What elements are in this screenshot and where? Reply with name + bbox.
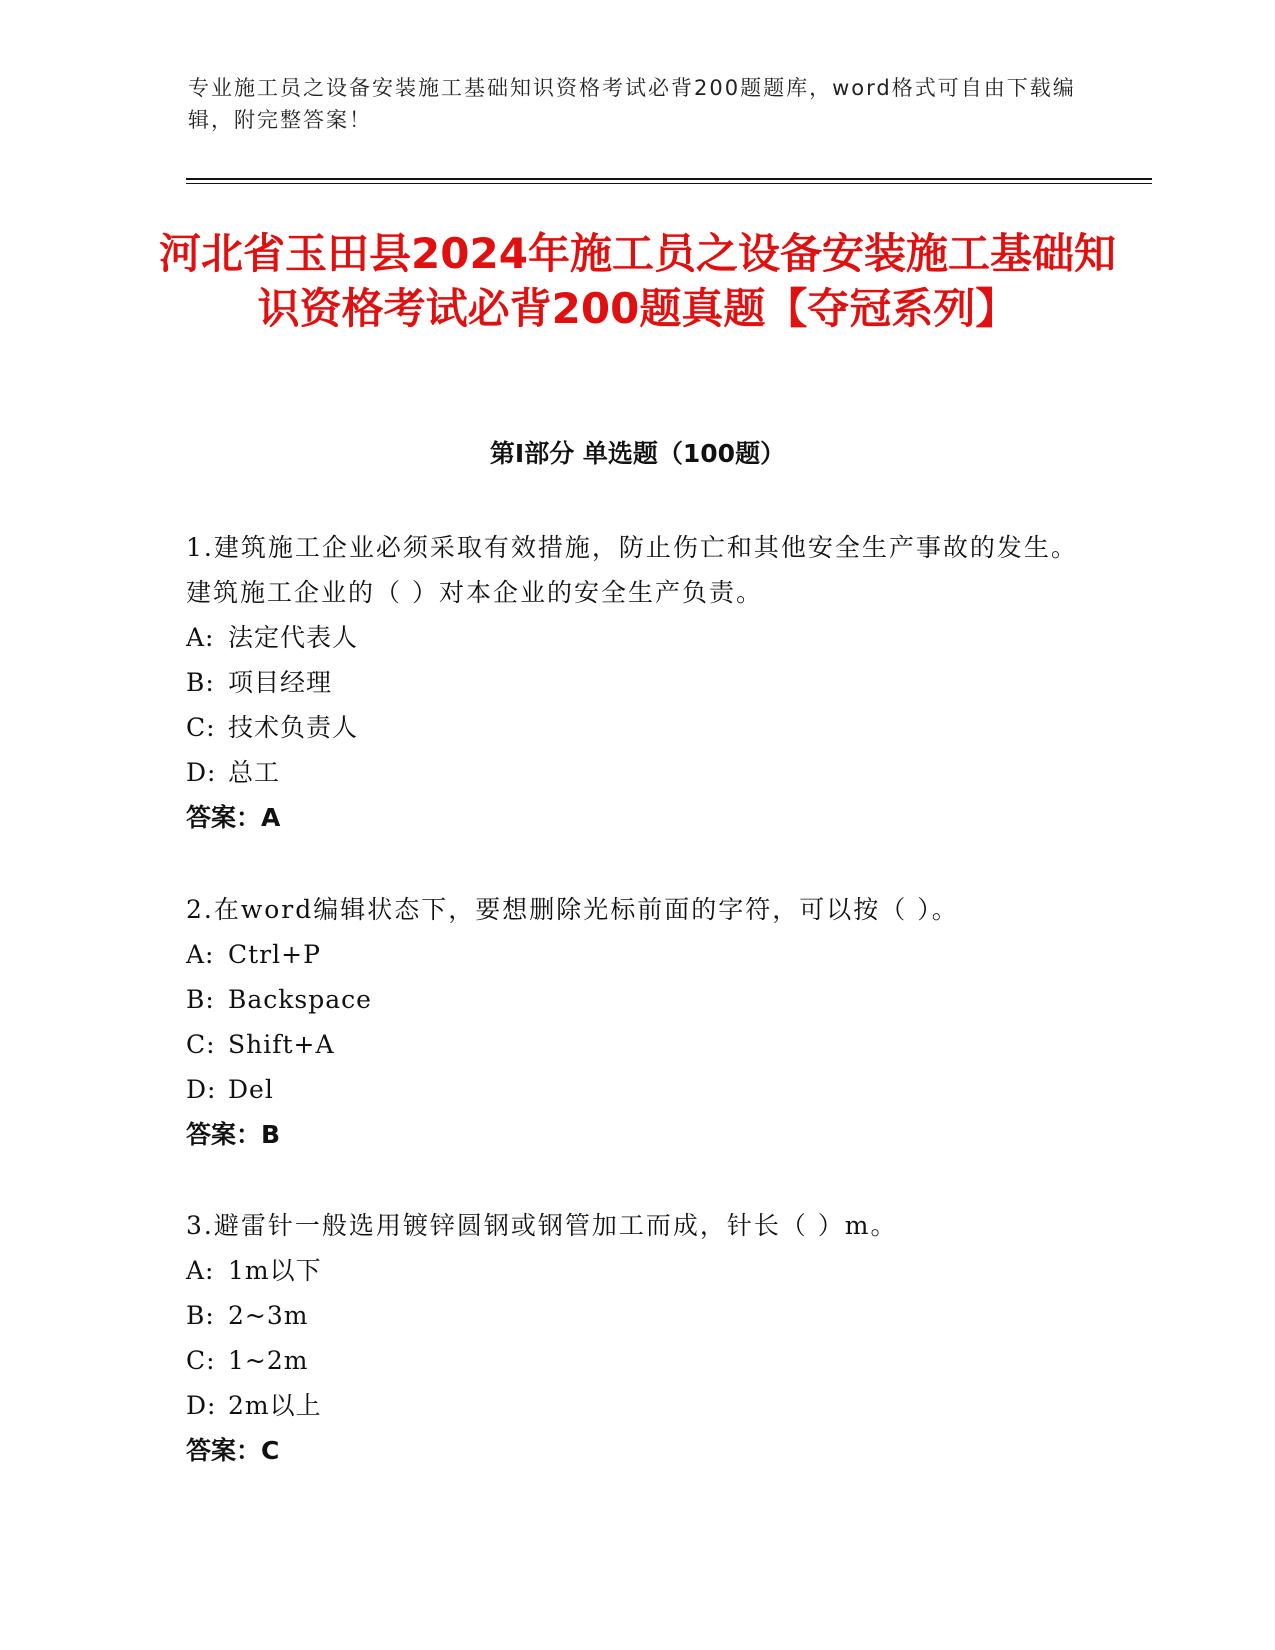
question-option-d [186,1067,1086,1112]
question-option-d [186,1383,1086,1428]
option-key: C: [186,1346,216,1375]
question-option-a [186,1248,1086,1293]
question-stem: 2.在word编辑状态下，要想删除光标前面的字符，可以按（ ）。 [186,895,959,924]
option-key: A: [186,623,215,652]
option-key: C: [186,713,216,742]
question-3 [186,1203,1086,1473]
option-text: Backspace [228,985,372,1014]
option-key: D: [186,1075,217,1104]
question-option-d [186,750,1086,795]
question-option-a [186,932,1086,977]
option-text: 2~3m [228,1301,309,1330]
option-key: B: [186,668,215,697]
option-key: A: [186,1256,215,1285]
question-stem: 3.避雷针一般选用镀锌圆钢或钢管加工而成，针长（ ）m。 [186,1211,898,1240]
question-option-b [186,977,1086,1022]
option-text: 2m以上 [228,1391,322,1420]
section-heading: 第Ⅰ部分 单选题（100题） [489,439,786,468]
question-option-b [186,1293,1086,1338]
question-option-c [186,705,1086,750]
option-key: A: [186,940,215,969]
question-answer: 答案：B [186,1120,281,1149]
option-text: Shift+A [228,1030,335,1059]
option-text: 总工 [228,758,281,787]
option-key: D: [186,1391,217,1420]
option-key: B: [186,985,215,1014]
option-text: 项目经理 [228,668,333,697]
option-key: D: [186,758,217,787]
option-key: C: [186,1030,216,1059]
option-text: 技术负责人 [228,713,359,742]
question-option-a [186,615,1086,660]
option-text: 1~2m [228,1346,309,1375]
document-title: 河北省玉田县2024年施工员之设备安装施工基础知识资格考试必背200题真题【夺冠系列】 [159,229,1116,333]
question-answer: 答案：C [186,1436,280,1465]
question-stem: 1.建筑施工企业必须采取有效措施，防止伤亡和其他安全生产事故的发生。建筑施工企业的（ ）对本企业的安全生产负责。 [186,533,1078,607]
option-text: 法定代表人 [228,623,359,652]
question-2 [186,887,1086,1157]
header-note: 专业施工员之设备安装施工基础知识资格考试必背200题题库，word格式可自由下载编辑，附完整答案！ [188,76,1076,132]
option-text: Ctrl+P [228,940,321,969]
option-text: Del [228,1075,274,1104]
question-option-b [186,660,1086,705]
header-divider-thin [186,183,1152,184]
question-answer: 答案：A [186,803,281,832]
header-divider-thick [186,178,1152,180]
question-option-c [186,1022,1086,1067]
question-option-c [186,1338,1086,1383]
option-key: B: [186,1301,215,1330]
question-1 [186,525,1086,840]
option-text: 1m以下 [228,1256,322,1285]
